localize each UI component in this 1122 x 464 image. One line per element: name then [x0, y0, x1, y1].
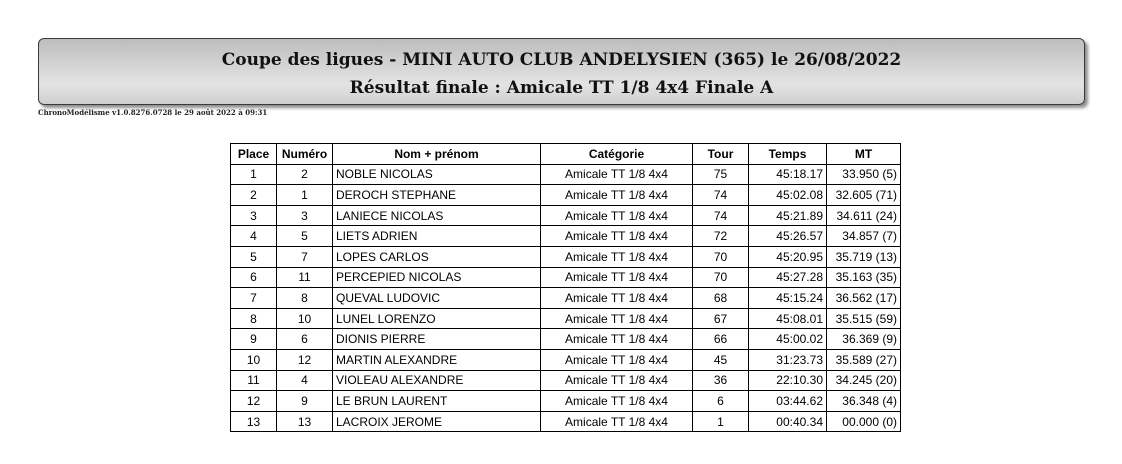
number-cell: 11 — [277, 267, 333, 288]
best-lap-cell: 35.515 (59) — [827, 308, 901, 329]
name-cell: LANIECE NICOLAS — [333, 205, 541, 226]
header-banner — [38, 38, 1085, 105]
place-cell: 8 — [231, 308, 277, 329]
table-row — [231, 349, 901, 370]
place-cell: 2 — [231, 185, 277, 206]
time-cell: 03:44.62 — [749, 391, 827, 412]
name-cell: PERCEPIED NICOLAS — [333, 267, 541, 288]
time-cell: 45:00.02 — [749, 329, 827, 350]
table-row — [231, 308, 901, 329]
number-cell: 6 — [277, 329, 333, 350]
time-cell: 45:27.28 — [749, 267, 827, 288]
place-cell: 6 — [231, 267, 277, 288]
time-cell: 45:15.24 — [749, 288, 827, 309]
table-row — [231, 288, 901, 309]
page-title: Coupe des ligues - MINI AUTO CLUB ANDELYSIEN (365) le 26/08/2022 — [221, 50, 902, 70]
number-cell: 2 — [277, 164, 333, 185]
name-cell: DEROCH STEPHANE — [333, 185, 541, 206]
place-cell: 3 — [231, 205, 277, 226]
column-header-time: Temps — [749, 144, 827, 165]
category-cell: Amicale TT 1/8 4x4 — [541, 308, 693, 329]
laps-cell: 66 — [693, 329, 749, 350]
laps-cell: 36 — [693, 370, 749, 391]
table-row — [231, 185, 901, 206]
best-lap-cell: 36.348 (4) — [827, 391, 901, 412]
best-lap-cell: 00.000 (0) — [827, 411, 901, 432]
best-lap-cell: 33.950 (5) — [827, 164, 901, 185]
number-cell: 1 — [277, 185, 333, 206]
best-lap-cell: 34.245 (20) — [827, 370, 901, 391]
time-cell: 45:08.01 — [749, 308, 827, 329]
time-cell: 31:23.73 — [749, 349, 827, 370]
category-cell: Amicale TT 1/8 4x4 — [541, 370, 693, 391]
table-row — [231, 329, 901, 350]
name-cell: VIOLEAU ALEXANDRE — [333, 370, 541, 391]
place-cell: 10 — [231, 349, 277, 370]
time-cell: 45:20.95 — [749, 246, 827, 267]
category-cell: Amicale TT 1/8 4x4 — [541, 411, 693, 432]
results-table — [230, 143, 901, 432]
table-row — [231, 411, 901, 432]
table-row — [231, 226, 901, 247]
category-cell: Amicale TT 1/8 4x4 — [541, 391, 693, 412]
column-header-place: Place — [231, 144, 277, 165]
column-header-number: Numéro — [277, 144, 333, 165]
best-lap-cell: 35.719 (13) — [827, 246, 901, 267]
column-header-category: Catégorie — [541, 144, 693, 165]
best-lap-cell: 35.589 (27) — [827, 349, 901, 370]
table-row — [231, 370, 901, 391]
laps-cell: 75 — [693, 164, 749, 185]
column-header-name: Nom + prénom — [333, 144, 541, 165]
laps-cell: 45 — [693, 349, 749, 370]
best-lap-cell: 34.857 (7) — [827, 226, 901, 247]
category-cell: Amicale TT 1/8 4x4 — [541, 267, 693, 288]
category-cell: Amicale TT 1/8 4x4 — [541, 226, 693, 247]
place-cell: 5 — [231, 246, 277, 267]
number-cell: 13 — [277, 411, 333, 432]
laps-cell: 1 — [693, 411, 749, 432]
place-cell: 7 — [231, 288, 277, 309]
page-subtitle: Résultat finale : Amicale TT 1/8 4x4 Finale A — [349, 78, 774, 98]
place-cell: 13 — [231, 411, 277, 432]
name-cell: LE BRUN LAURENT — [333, 391, 541, 412]
laps-cell: 72 — [693, 226, 749, 247]
number-cell: 5 — [277, 226, 333, 247]
software-version-note: ChronoModélisme v1.0.8276.0728 le 29 août 2022 à 09:31 — [38, 108, 268, 117]
number-cell: 7 — [277, 246, 333, 267]
name-cell: LOPES CARLOS — [333, 246, 541, 267]
name-cell: MARTIN ALEXANDRE — [333, 349, 541, 370]
column-header-laps: Tour — [693, 144, 749, 165]
best-lap-cell: 32.605 (71) — [827, 185, 901, 206]
column-header-best-lap: MT — [827, 144, 901, 165]
time-cell: 45:02.08 — [749, 185, 827, 206]
category-cell: Amicale TT 1/8 4x4 — [541, 205, 693, 226]
number-cell: 3 — [277, 205, 333, 226]
number-cell: 10 — [277, 308, 333, 329]
category-cell: Amicale TT 1/8 4x4 — [541, 185, 693, 206]
time-cell: 00:40.34 — [749, 411, 827, 432]
table-row — [231, 246, 901, 267]
number-cell: 8 — [277, 288, 333, 309]
place-cell: 9 — [231, 329, 277, 350]
number-cell: 12 — [277, 349, 333, 370]
time-cell: 45:18.17 — [749, 164, 827, 185]
laps-cell: 74 — [693, 185, 749, 206]
laps-cell: 67 — [693, 308, 749, 329]
place-cell: 4 — [231, 226, 277, 247]
name-cell: NOBLE NICOLAS — [333, 164, 541, 185]
laps-cell: 70 — [693, 267, 749, 288]
category-cell: Amicale TT 1/8 4x4 — [541, 288, 693, 309]
number-cell: 4 — [277, 370, 333, 391]
category-cell: Amicale TT 1/8 4x4 — [541, 329, 693, 350]
best-lap-cell: 36.562 (17) — [827, 288, 901, 309]
laps-cell: 6 — [693, 391, 749, 412]
results-table-body — [231, 164, 901, 432]
place-cell: 12 — [231, 391, 277, 412]
table-row — [231, 205, 901, 226]
name-cell: LACROIX JEROME — [333, 411, 541, 432]
number-cell: 9 — [277, 391, 333, 412]
name-cell: LIETS ADRIEN — [333, 226, 541, 247]
name-cell: DIONIS PIERRE — [333, 329, 541, 350]
laps-cell: 74 — [693, 205, 749, 226]
place-cell: 11 — [231, 370, 277, 391]
laps-cell: 68 — [693, 288, 749, 309]
best-lap-cell: 34.611 (24) — [827, 205, 901, 226]
place-cell: 1 — [231, 164, 277, 185]
time-cell: 45:26.57 — [749, 226, 827, 247]
time-cell: 45:21.89 — [749, 205, 827, 226]
best-lap-cell: 36.369 (9) — [827, 329, 901, 350]
table-row — [231, 164, 901, 185]
category-cell: Amicale TT 1/8 4x4 — [541, 349, 693, 370]
table-header-row — [231, 144, 901, 165]
table-row — [231, 267, 901, 288]
laps-cell: 70 — [693, 246, 749, 267]
best-lap-cell: 35.163 (35) — [827, 267, 901, 288]
time-cell: 22:10.30 — [749, 370, 827, 391]
name-cell: QUEVAL LUDOVIC — [333, 288, 541, 309]
name-cell: LUNEL LORENZO — [333, 308, 541, 329]
category-cell: Amicale TT 1/8 4x4 — [541, 246, 693, 267]
category-cell: Amicale TT 1/8 4x4 — [541, 164, 693, 185]
table-row — [231, 391, 901, 412]
